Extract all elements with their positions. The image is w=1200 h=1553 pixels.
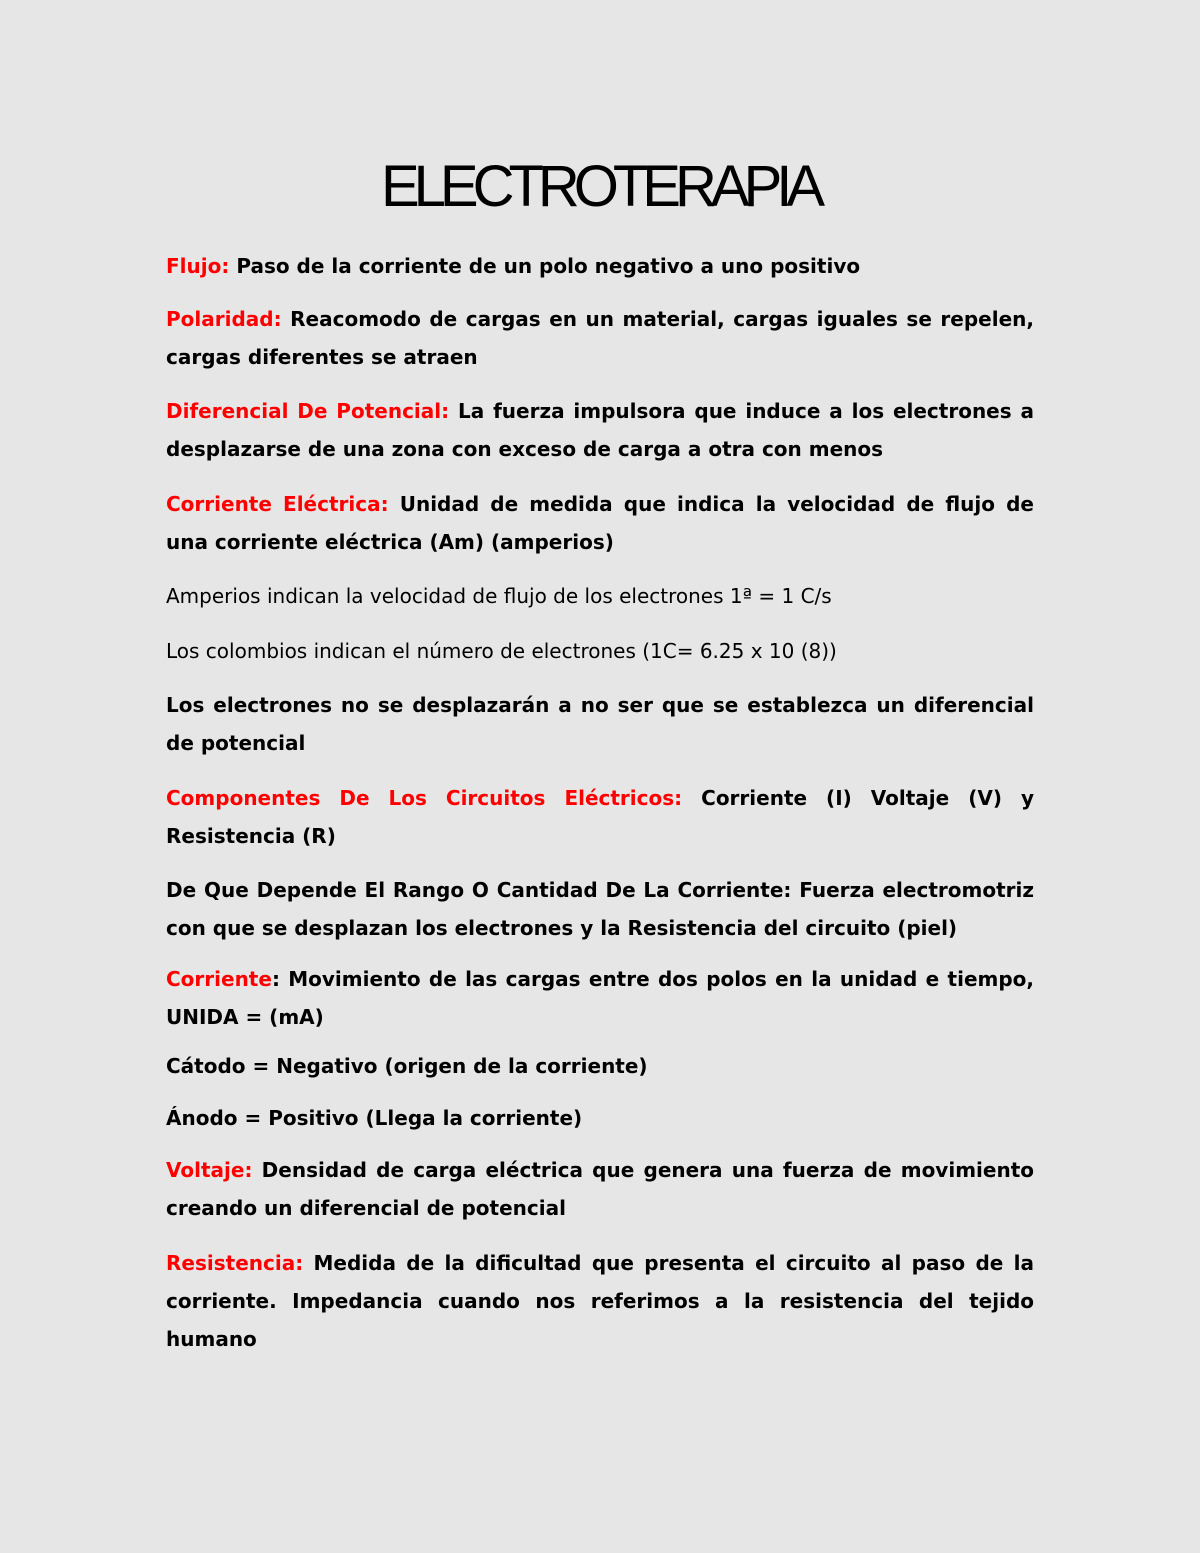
paragraph-corriente-electrica (166, 485, 1034, 561)
paragraph-text: Amperios indican la velocidad de flujo de los electrones 1ª = 1 C/s (166, 584, 832, 608)
paragraph-polaridad (166, 300, 1034, 376)
paragraph-text: Los electrones no se desplazarán a no ser que se establezca un diferencial de potencial (166, 693, 1034, 755)
paragraph-amperios (166, 577, 1034, 615)
paragraph-text: Ánodo = Positivo (Llega la corriente) (166, 1106, 583, 1130)
definition-text: Medida de la dificultad que presenta el circuito al paso de la corriente. Impedancia cuando nos referimos a la resistencia del tejido humano (166, 1251, 1034, 1351)
paragraph-catodo (166, 1047, 1034, 1085)
term-label: Resistencia: (166, 1251, 304, 1275)
term-label: Polaridad: (166, 307, 282, 331)
paragraph-text: Cátodo = Negativo (origen de la corriente) (166, 1054, 648, 1078)
paragraph-colombios (166, 632, 1034, 670)
paragraph-componentes (166, 779, 1034, 855)
term-label: Flujo: (166, 254, 230, 278)
paragraph-diferencial (166, 392, 1034, 468)
definition-text: Paso de la corriente de un polo negativo a uno positivo (229, 254, 861, 278)
definition-text: Unidad de medida que indica la velocidad de flujo de una corriente eléctrica (Am) (amperios) (166, 492, 1034, 554)
paragraph-anodo (166, 1099, 1034, 1137)
page-title: ELECTROTERAPIA (380, 154, 820, 219)
paragraph-rango (166, 871, 1034, 947)
definition-text: Corriente (I) Voltaje (V) y Resistencia (R) (166, 786, 1034, 848)
paragraph-flujo (166, 247, 1034, 285)
term-label: Componentes De Los Circuitos Eléctricos: (166, 786, 683, 810)
definition-text: : Movimiento de las cargas entre dos polos en la unidad e tiempo, UNIDA = (mA) (166, 967, 1034, 1029)
paragraph-text: Los colombios indican el número de electrones (1C= 6.25 x 10 (8)) (166, 639, 837, 663)
definition-text: Densidad de carga eléctrica que genera una fuerza de movimiento creando un diferencial de potencial (166, 1158, 1034, 1220)
definition-text: Reacomodo de cargas en un material, cargas iguales se repelen, cargas diferentes se atraen (166, 307, 1034, 369)
term-label: Corriente Eléctrica: (166, 492, 389, 516)
paragraph-text: De Que Depende El Rango O Cantidad De La Corriente: Fuerza electromotriz con que se desplazan los electrones y la Resistencia del circuito (piel) (166, 878, 1034, 940)
definition-text: La fuerza impulsora que induce a los electrones a desplazarse de una zona con exceso de carga a otra con menos (166, 399, 1034, 461)
term-label: Voltaje: (166, 1158, 253, 1182)
term-label: Corriente (166, 967, 272, 991)
paragraph-corriente (166, 960, 1034, 1036)
paragraph-voltaje (166, 1151, 1034, 1227)
paragraph-resistencia (166, 1244, 1034, 1358)
term-label: Diferencial De Potencial: (166, 399, 450, 423)
paragraph-electrones (166, 686, 1034, 762)
